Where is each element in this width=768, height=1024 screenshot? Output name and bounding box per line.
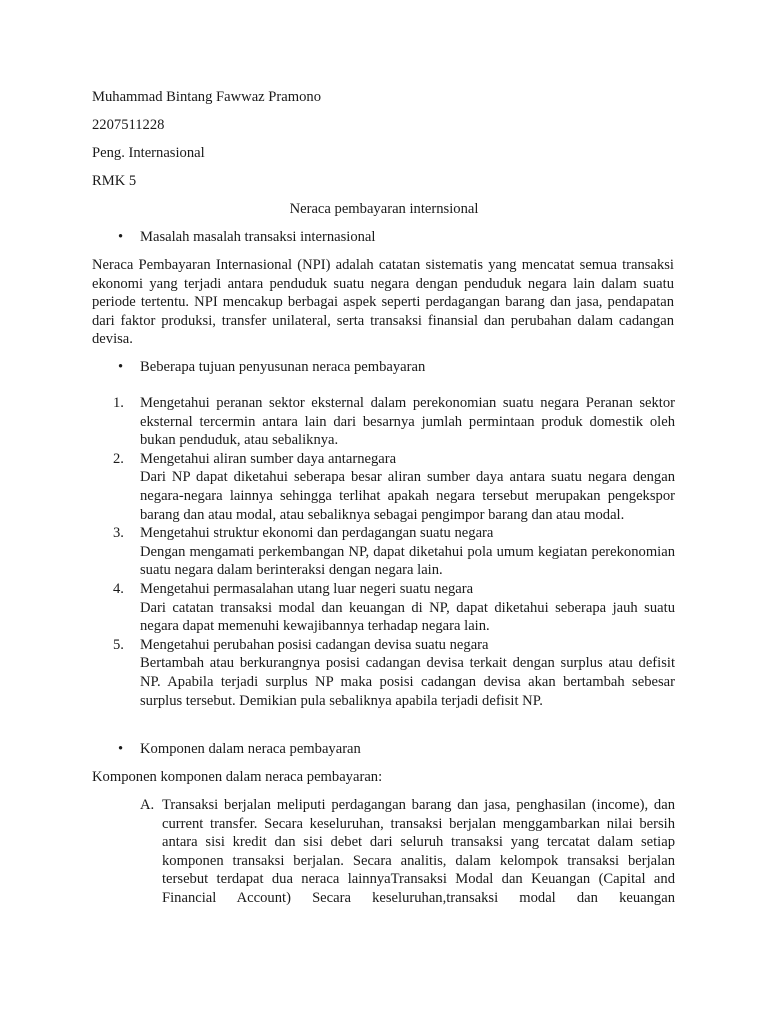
list-item-letter: A. xyxy=(140,797,155,813)
list-item-text: Transaksi berjalan meliputi perdagangan barang dan jasa, penghasilan (income), dan current transfer. Secara keseluruhan, transaksi berjalan menggambarkan nilai bersih antara sisi kredit dan sisi debet dari seluruh transaksi yang tercatat dalam setiap komponen transaksi berjalan. Secara analitis, dalam kelompok transaksi berjalan tersebut terdapat dua neraca lainnyaTransaksi Modal dan Keuangan (Capital and Financial Account) Secara keseluruhan,transaksi modal dan keuangan xyxy=(162,797,675,906)
bullet-icon: • xyxy=(118,359,124,375)
components-intro: Komponen komponen dalam neraca pembayaran: xyxy=(92,769,383,785)
course-name: Peng. Internasional xyxy=(92,145,205,161)
list-item xyxy=(113,636,675,710)
document-title: Neraca pembayaran internsional xyxy=(289,201,479,217)
student-id: 2207511228 xyxy=(92,117,165,133)
list-item xyxy=(113,580,675,636)
list-item-text: Dari NP dapat diketahui seberapa besar aliran sumber daya antara suatu negara dengan negara-negara lainnya sehingga terlihat apakah negara tersebut merupakan pengekspor barang dan atau modal, atau sebaliknya sebagai pengimpor barang dan atau modal. xyxy=(140,469,675,523)
list-item-title: Mengetahui permasalahan utang luar negeri suatu negara xyxy=(140,580,474,597)
author-name: Muhammad Bintang Fawwaz Pramono xyxy=(92,89,322,105)
list-item-number: 1. xyxy=(113,395,124,411)
list-item-text: Dari catatan transaksi modal dan keuangan di NP, dapat diketahui seberapa jauh suatu negara dapat memenuhi kewajibannya terhadap negara lain. xyxy=(140,599,675,635)
section-heading-text: Komponen dalam neraca pembayaran xyxy=(140,741,361,757)
objectives-list xyxy=(113,394,675,710)
list-item-number: 5. xyxy=(113,636,124,653)
list-item-number: 4. xyxy=(113,580,124,597)
section-heading-text: Beberapa tujuan penyusunan neraca pembayaran xyxy=(140,359,426,375)
list-item-title: Mengetahui struktur ekonomi dan perdagangan suatu negara xyxy=(140,525,494,542)
components-list-item xyxy=(140,796,675,908)
list-item-text: Mengetahui peranan sektor eksternal dalam perekonomian suatu negara Peranan sektor eksternal tercermin antara lain dari besarnya jumlah permintaan produk domestik oleh bukan penduduk, atau sebaliknya. xyxy=(140,395,675,449)
list-item-title: Mengetahui aliran sumber daya antarnegara xyxy=(140,450,397,467)
intro-paragraph: Neraca Pembayaran Internasional (NPI) adalah catatan sistematis yang mencatat semua transaksi ekonomi yang terjadi antara penduduk suatu negara dengan penduduk negara lain dalam suatu periode tertentu. NPI mencakup berbagai aspek seperti perdagangan barang dan jasa, pendapatan dari faktor produksi, transfer unilateral, serta transaksi finansial dan perubahan dalam cadangan devisa. xyxy=(92,257,674,348)
list-item-number: 2. xyxy=(113,450,124,467)
list-item xyxy=(113,394,675,450)
section-heading-text: Masalah masalah transaksi internasional xyxy=(140,229,376,245)
bullet-icon: • xyxy=(118,741,124,757)
list-item-title: Mengetahui perubahan posisi cadangan devisa suatu negara xyxy=(140,636,489,653)
assignment-label: RMK 5 xyxy=(92,173,137,189)
bullet-icon: • xyxy=(118,229,124,245)
list-item-number: 3. xyxy=(113,525,124,542)
list-item xyxy=(113,450,675,524)
list-item xyxy=(113,524,675,580)
list-item-text: Dengan mengamati perkembangan NP, dapat diketahui pola umum kegiatan perekonomian suatu negara dalam berinteraksi dengan negara lain. xyxy=(140,543,675,579)
list-item-text: Bertambah atau berkurangnya posisi cadangan devisa terkait dengan surplus atau defisit NP. Apabila terjadi surplus NP maka posisi cadangan devisa akan bertambah sebesar surplus tersebut. Demikian pula sebaliknya apabila terjadi defisit NP. xyxy=(140,655,675,709)
